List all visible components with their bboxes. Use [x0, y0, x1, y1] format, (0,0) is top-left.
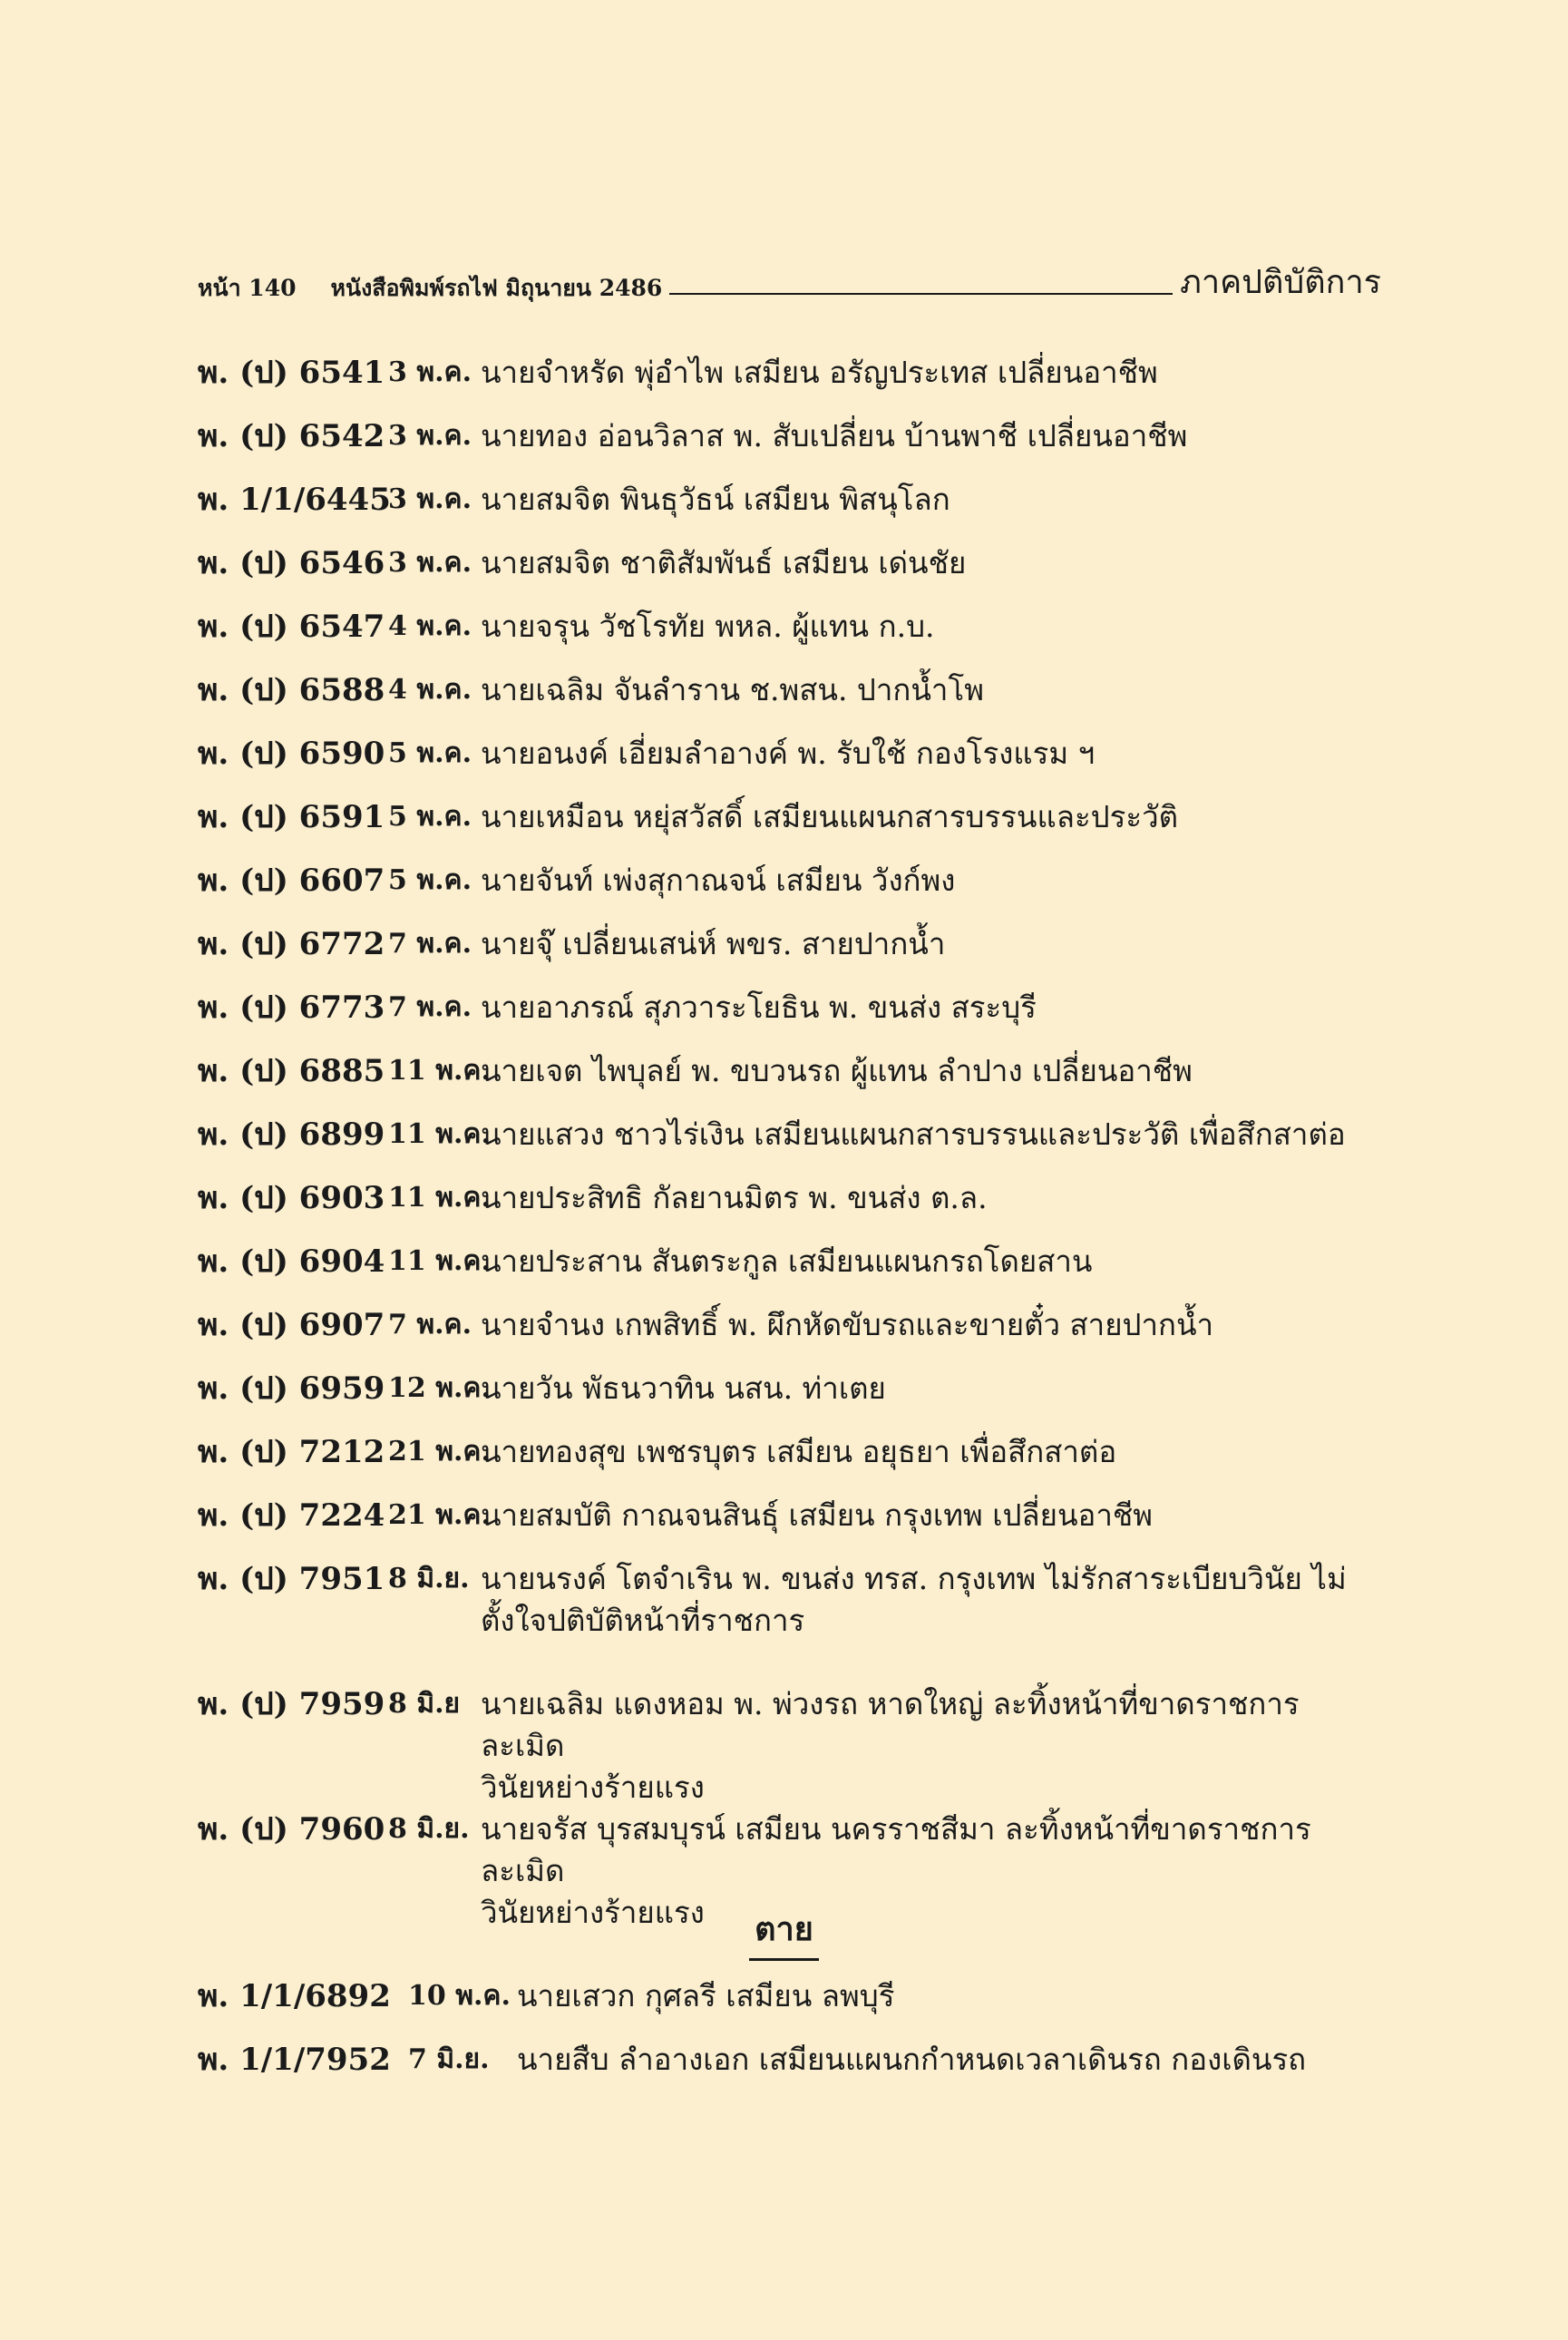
entry-date: 11 พ.ค.: [388, 1182, 491, 1214]
entry-date: 4 พ.ค.: [388, 674, 472, 706]
entry-text: นายทอง อ่อนวิลาส พ. สับเปลี่ยน บ้านพาชี เปลี่ยนอาชีพ: [481, 418, 1188, 453]
list-item: [198, 479, 1395, 542]
entry-date: 7 พ.ค.: [388, 991, 472, 1023]
entry-date: 21 พ.ค.: [388, 1499, 491, 1531]
entry-text: นายสมบัติ กาณจนสินธุ์ เสมียน กรุงเทพ เปลี่ยนอาชีพ: [481, 1497, 1154, 1533]
entry-text: นายเหมือน หยุ่สวัสดิ์ เสมียนแผนกสารบรรนและประวัติ: [481, 799, 1179, 834]
entry-date: 8 มิ.ย: [388, 1688, 461, 1720]
entry-text: นายแสวง ชาวไร่เงิน เสมียนแผนกสารบรรนและประวัติ เพื่อสึกสาต่อ: [481, 1116, 1346, 1152]
entry-code: พ. (ป) 6899: [198, 1116, 385, 1153]
entry-code: พ. (ป) 6903: [198, 1180, 385, 1216]
entry-text-line1: นายเฉลิม แดงหอม พ. พ่วงรถ หาดใหญ่ ละทิ้งหน้าที่ขาดราชการ ละเมิด: [481, 1686, 1300, 1763]
entry-text: นายจันท์ เพ่งสุกาณจน์ เสมียน วังก์พง: [481, 863, 956, 898]
entry-date: 3 พ.ค.: [388, 547, 472, 579]
entry-text: [481, 1683, 1388, 1809]
dead-entry-list: [198, 1975, 1395, 2102]
entry-code: พ. (ป) 7951: [198, 1561, 385, 1597]
list-item: [198, 796, 1395, 860]
entry-date: 5 พ.ค.: [388, 864, 472, 896]
entry-text: นายอนงค์ เอี่ยมลำอางค์ พ. รับใช้ กองโรงแรม ฯ: [481, 736, 1096, 771]
list-item: [198, 415, 1395, 479]
entry-text-line1: นายจรัส บุรสมบุรน์ เสมียน นครราชสีมา ละทิ้งหน้าที่ขาดราชการ ละเมิด: [481, 1811, 1311, 1888]
list-item: [198, 1368, 1395, 1431]
entry-code: พ. (ป) 6590: [198, 736, 385, 772]
entry-text: นายสมจิต ชาติสัมพันธ์ เสมียน เด่นชัย: [481, 545, 967, 580]
list-item: [198, 987, 1395, 1050]
header-left: [198, 270, 662, 307]
entry-text: นายวัน พัธนวาทิน นสน. ท่าเตย: [481, 1370, 886, 1406]
entry-date: 8 มิ.ย.: [388, 1813, 470, 1845]
entry-code: พ. (ป) 6959: [198, 1370, 385, 1407]
entry-date: 3 พ.ค.: [388, 483, 472, 515]
entry-code: พ. (ป) 6547: [198, 609, 385, 645]
page-number: หน้า 140: [198, 275, 297, 301]
entry-list: [198, 352, 1395, 1934]
entry-date: 5 พ.ค.: [388, 801, 472, 833]
entry-code: พ. 1/1/6445: [198, 482, 391, 518]
entry-date: 21 พ.ค.: [388, 1436, 491, 1467]
list-item: [198, 1431, 1395, 1495]
entry-code: พ. (ป) 6588: [198, 672, 385, 708]
entry-text: นายประสิทธิ กัลยานมิตร พ. ขนส่ง ต.ล.: [481, 1180, 988, 1215]
entry-text: [481, 1558, 1388, 1642]
entry-text: นายเฉลิม จันลำราน ช.พสน. ปากน้ำโพ: [481, 672, 984, 707]
entry-code: พ. 1/1/7952: [198, 2042, 391, 2078]
publication-name: หนังสือพิมพ์รถไฟ มิถุนายน 2486: [330, 275, 663, 301]
entry-text: นายเจต ไพบุลย์ พ. ขบวนรถ ผู้แทน ลำปาง เปลี่ยนอาชีพ: [481, 1053, 1193, 1088]
page-header: [198, 252, 1381, 307]
list-item: [198, 1558, 1395, 1683]
entry-text: นายจำหรัด พุ่อำไพ เสมียน อรัญประเทส เปลี่ยนอาชีพ: [481, 355, 1158, 390]
list-item: [198, 1241, 1395, 1304]
entry-code: พ. (ป) 6607: [198, 863, 385, 899]
list-item: [198, 1050, 1395, 1114]
entry-code: พ. (ป) 6904: [198, 1243, 385, 1280]
entry-text: นายประสาน สันตระกูล เสมียนแผนกรถโดยสาน: [481, 1243, 1093, 1279]
list-item: [198, 1683, 1395, 1809]
entry-text: นายสมจิต พินธุวัธน์ เสมียน พิสนุโลก: [481, 482, 950, 517]
entry-code: พ. (ป) 6541: [198, 355, 385, 391]
entry-date: 11 พ.ค.: [388, 1118, 491, 1150]
list-item: [198, 733, 1395, 796]
entry-code: พ. (ป) 6885: [198, 1053, 385, 1089]
entry-text: นายทองสุข เพชรบุตร เสมียน อยุธยา เพื่อสึกสาต่อ: [481, 1434, 1117, 1469]
entry-code: พ. (ป) 6773: [198, 990, 385, 1026]
entry-code: พ. (ป) 7212: [198, 1434, 385, 1470]
list-item: [198, 1495, 1395, 1558]
list-item: [198, 1177, 1395, 1241]
list-item: [198, 1304, 1395, 1368]
entry-code: พ. (ป) 7224: [198, 1497, 385, 1534]
list-item: [198, 860, 1395, 923]
list-item: [198, 542, 1395, 606]
entry-date: 11 พ.ค.: [388, 1245, 491, 1277]
entry-code: พ. (ป) 7960: [198, 1811, 385, 1848]
entry-text: นายอาภรณ์ สุภวาระโยธิน พ. ขนส่ง สระบุรี: [481, 990, 1037, 1025]
list-item: [198, 606, 1395, 669]
entry-text: นายสืบ ลำอางเอก เสมียนแผนกกำหนดเวลาเดินรถ กองเดินรถ: [517, 2042, 1307, 2077]
entry-code: พ. (ป) 6542: [198, 418, 385, 454]
list-item: [198, 923, 1395, 987]
entry-text: นายจุ๊ เปลี่ยนเสน่ห์ พขร. สายปากน้ำ: [481, 926, 946, 961]
entry-code: พ. (ป) 6907: [198, 1307, 385, 1343]
entry-code: พ. 1/1/6892: [198, 1978, 391, 2014]
entry-date: 7 มิ.ย.: [408, 2043, 490, 2075]
entry-text: นายจำนง เกพสิทธิ์ พ. ผึกหัดขับรถและขายตั๋ว สายปากน้ำ: [481, 1307, 1214, 1342]
entry-date: 10 พ.ค.: [408, 1980, 511, 2012]
entry-date: 12 พ.ค.: [388, 1372, 491, 1404]
section-name: ภาคปติบัติการ: [1173, 256, 1381, 307]
entry-text-line2: วินัยหย่างร้ายแรง: [481, 1895, 705, 1930]
entry-text-line2: วินัยหย่างร้ายแรง: [481, 1770, 705, 1805]
entry-date: 11 พ.ค.: [388, 1055, 491, 1087]
entry-date: 3 พ.ค.: [388, 420, 472, 452]
entry-text: นายเสวก กุศลรี เสมียน ลพบุรี: [517, 1978, 895, 2013]
entry-code: พ. (ป) 6591: [198, 799, 385, 835]
list-item: [198, 2039, 1395, 2102]
dead-section-heading: ตาย: [749, 1903, 819, 1961]
entry-code: พ. (ป) 6772: [198, 926, 385, 962]
entry-date: 3 พ.ค.: [388, 356, 472, 388]
entry-date: 8 มิ.ย.: [388, 1563, 470, 1594]
entry-text: นายจรุน วัชโรทัย พหล. ผู้แทน ก.บ.: [481, 609, 935, 644]
entry-text-line1: นายนรงค์ โตจำเริน พ. ขนส่ง ทรส. กรุงเทพ ไม่รักสาระเบียบวินัย ไม่: [481, 1561, 1347, 1596]
list-item: [198, 1114, 1395, 1177]
entry-code: พ. (ป) 7959: [198, 1686, 385, 1722]
entry-code: พ. (ป) 6546: [198, 545, 385, 581]
list-item: [198, 352, 1395, 415]
list-item: [198, 1975, 1395, 2039]
dead-section-title: [0, 1903, 1568, 1961]
entry-date: 7 พ.ค.: [388, 1309, 472, 1341]
list-item: [198, 669, 1395, 733]
entry-date: 4 พ.ค.: [388, 610, 472, 642]
entry-date: 7 พ.ค.: [388, 928, 472, 960]
entry-text-line2: ตั้งใจปติบัติหน้าที่ราชการ: [481, 1603, 805, 1638]
entry-date: 5 พ.ค.: [388, 737, 472, 769]
